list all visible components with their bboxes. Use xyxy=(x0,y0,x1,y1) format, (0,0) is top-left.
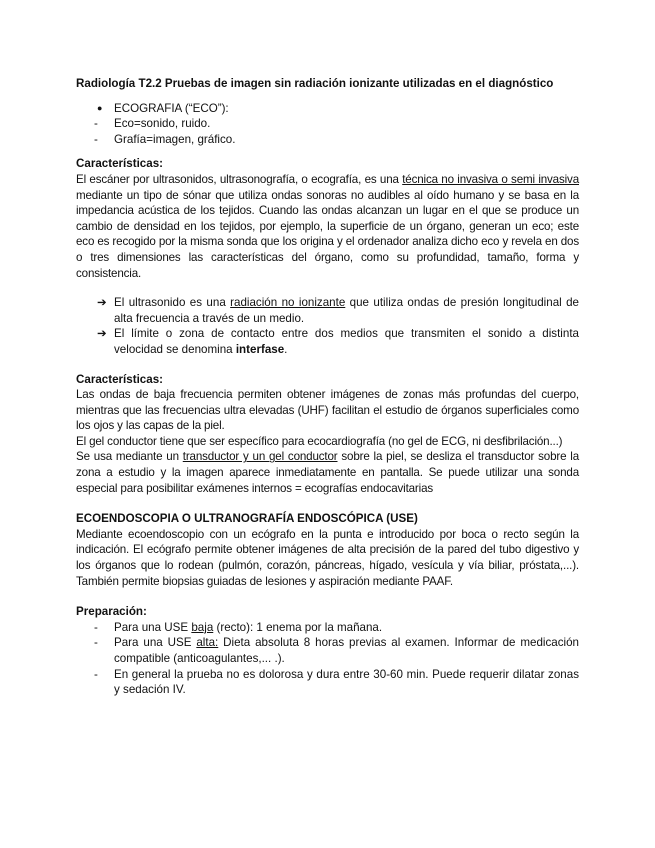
arrow-list xyxy=(76,295,579,357)
document-title: Radiología T2.2 Pruebas de imagen sin radiación ionizante utilizadas en el diagnóstico xyxy=(76,77,554,90)
arrow-icon: ➔ xyxy=(97,327,107,341)
list-item xyxy=(76,101,579,117)
list-item xyxy=(76,116,579,132)
intro-list xyxy=(76,101,579,148)
paragraph: El gel conductor tiene que ser específico para ecocardiografía (no gel de ECG, ni desfibrilación...) xyxy=(76,434,563,448)
dash-marker: - xyxy=(94,667,98,681)
list-item-text: Grafía=imagen, gráfico. xyxy=(114,132,236,146)
paragraph: Se usa mediante un transductor y un gel conductor sobre la piel, se desliza el transductor sobre la zona a estudio y la imagen aparece inmediatamente en pantalla. Se puede utilizar una sonda especial para posibilitar exámenes internos = ecografías endocavitarias xyxy=(76,450,580,495)
section-heading: Preparación: xyxy=(76,605,147,619)
section-heading: Características: xyxy=(76,372,164,386)
underlined-phrase: técnica no invasiva o semi invasiva xyxy=(402,172,579,186)
dash-marker: - xyxy=(94,117,98,131)
dash-marker: - xyxy=(94,636,98,650)
paragraph: Mediante ecoendoscopio con un ecógrafo en la punta e introducido por boca o recto según la indicación. El ecógrafo permite obtener imágenes de alta precisión de la pared del tubo digestivo y los órganos que lo rodean (pulmón, corazón, páncreas, hígado, vesícula y vía biliar, próstata,...). También permite biopsias guiadas de lesiones y aspiración mediante PAAF. xyxy=(76,527,579,588)
paragraph: Las ondas de baja frecuencia permiten obtener imágenes de zonas más profundas del cuerpo, mientras que las frecuencias ultra elevadas (UHF) facilitan el estudio de órganos superficiales como los ojos y las capas de la piel. xyxy=(76,388,579,433)
list-item-text: Eco=sonido, ruido. xyxy=(114,117,211,131)
dash-marker: - xyxy=(94,620,98,634)
list-item: ➔ El límite o zona de contacto entre dos medios que transmiten el sonido a distinta velocidad se denomina interfase. xyxy=(97,327,579,356)
section-heading: Características: xyxy=(76,157,164,171)
dash-marker: - xyxy=(94,132,98,146)
list-item xyxy=(76,132,579,148)
list-item-text: ECOGRAFIA (“ECO”): xyxy=(114,101,229,115)
underlined-phrase: alta: xyxy=(196,636,219,650)
paragraph: El escáner por ultrasonidos, ultrasonografía, o ecografía, es una técnica no invasiva o semi invasiva mediante un tipo de sónar que utiliza ondas sonoras no audibles al oído humano y se basa en la impedancia acústica de los tejidos. Cuando las ondas alcanzan un lugar en el que se produce un cambio de densidad en los tejidos, por ejemplo, la superficie de un órgano, generan un eco; este eco es recogido por la misma sonda que los origina y el ordenador analiza dicho eco y revela en dos o tres dimensiones las características del órgano, como su profundidad, tamaño, forma y consistencia. xyxy=(76,172,579,280)
underlined-phrase: transductor y un gel conductor xyxy=(182,450,338,464)
list-item: - En general la prueba no es dolorosa y dura entre 30-60 min. Puede requerir dilatar zonas y sedación IV. xyxy=(94,667,579,697)
underlined-phrase: radiación no ionizante xyxy=(230,296,346,310)
list-item: ➔ El ultrasonido es una radiación no ionizante que utiliza ondas de presión longitudinal de alta frecuencia a través de un medio. xyxy=(97,296,580,325)
list-item: - Para una USE baja (recto): 1 enema por la mañana. xyxy=(94,620,383,634)
list-item: - Para una USE alta: Dieta absoluta 8 horas previas al examen. Informar de medicación compatible (anticoagulantes,... .). xyxy=(94,636,579,665)
section-heading: ECOENDOSCOPIA O ULTRANOGRAFÍA ENDOSCÓPICA (USE) xyxy=(76,512,418,526)
preparation-list xyxy=(76,620,579,698)
arrow-icon: ➔ xyxy=(97,296,107,310)
bullet-icon: ● xyxy=(97,102,103,113)
bold-term: interfase xyxy=(235,342,285,356)
document-body xyxy=(76,76,579,698)
underlined-phrase: baja xyxy=(191,620,214,634)
